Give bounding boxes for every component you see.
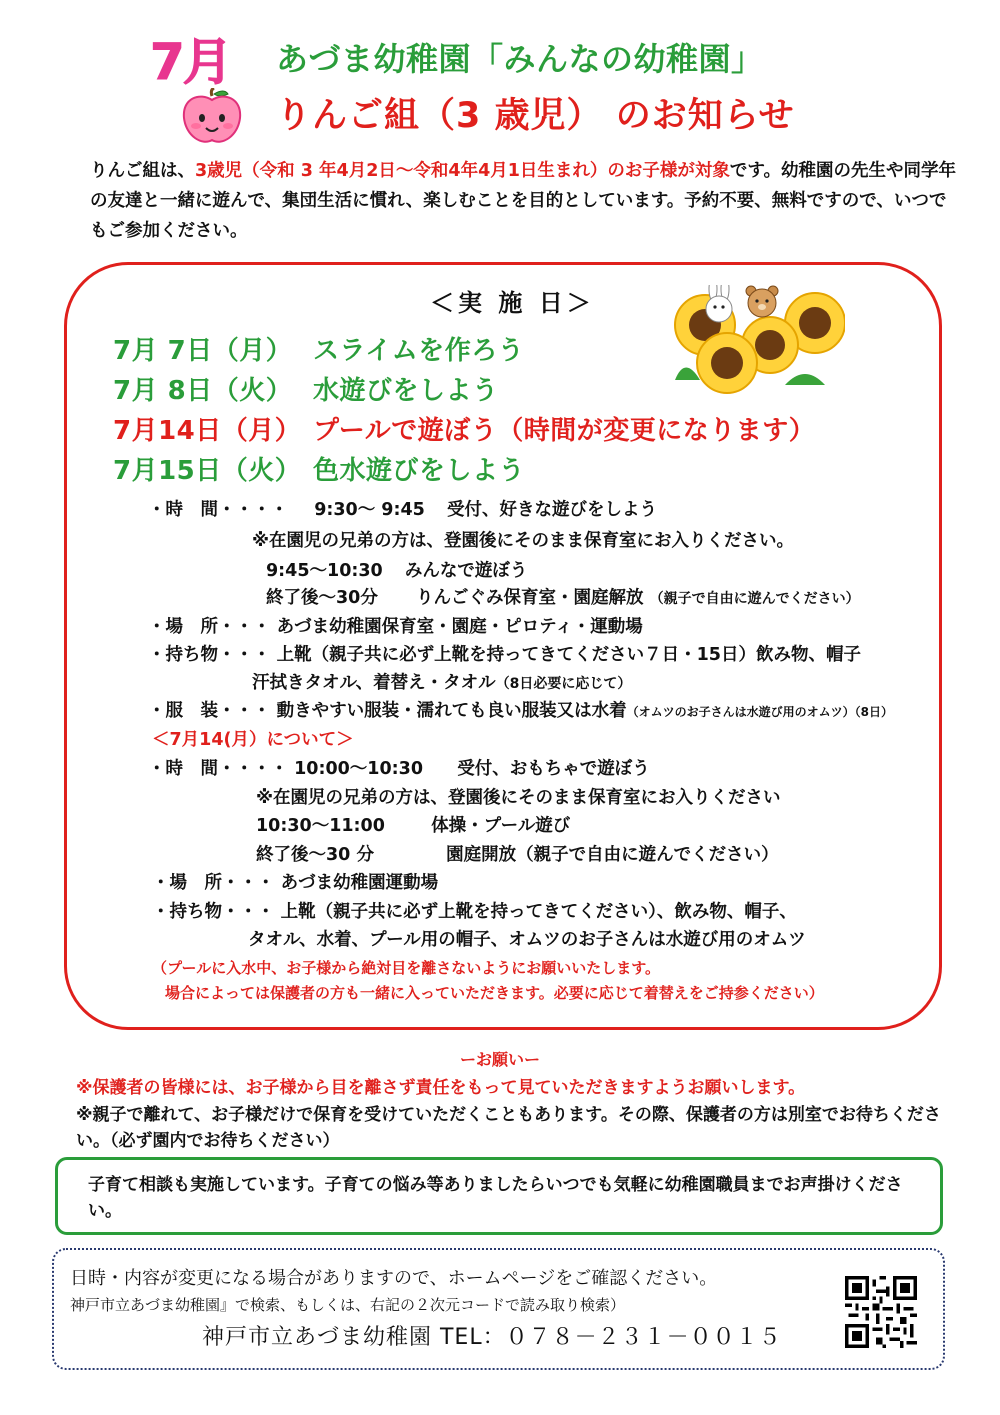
kindergarten-title: あづま幼稚園「みんなの幼稚園」 <box>276 40 764 78</box>
qr-code-icon[interactable] <box>845 1276 917 1348</box>
time3: 終了後～30分 <box>266 588 378 608</box>
request-heading: ーお願いー <box>459 1050 540 1069</box>
time1-desc: 受付、好きな遊びをしよう <box>447 500 658 520</box>
july14-items-label: ・持ち物・・・ <box>152 902 275 922</box>
request-note-1: ※保護者の皆様には、お子様から目を離さず責任をもって見ていただきますようお願いします。 <box>76 1078 806 1098</box>
request-note-2: ※親子で離れて、お子様だけで保育を受けていただくこともあります。その際、保護者の方は別室でお待ちください。（必ず園内でお待ちください） <box>76 1105 941 1151</box>
pool-warning-2: 場合によっては保護者の方も一緒に入っていただきます。必要に応じて着替えをご持参ください） <box>165 984 824 1002</box>
date-row-2 <box>113 370 499 407</box>
activity-1: スライムを作ろう <box>313 336 525 366</box>
footer-contact: 神戸市立あづま幼稚園 TEL：０７８－２３１－００１５ <box>202 1325 782 1350</box>
july14-time2-row <box>256 813 570 839</box>
place-row <box>148 614 643 640</box>
clothes-value: 動きやすい服装・濡れても良い服装又は水着 <box>276 701 627 721</box>
pool-warning-1: （プールに入水中、お子様から絶対目を離さないようにお願いいたします。 <box>152 959 661 977</box>
time2-desc: みんなで遊ぼう <box>404 561 528 581</box>
ringo-class-title: りんご組（3 歳児） のお知らせ <box>276 96 795 136</box>
july14-time-row <box>148 756 650 782</box>
footer-change-notice: 日時・内容が変更になる場合がありますので、ホームページをご確認ください。 <box>70 1268 718 1289</box>
items-label: ・持ち物・・・ <box>148 645 271 665</box>
july14-items1: 上靴（親子共に必ず上靴を持ってきてください）、飲み物、帽子、 <box>280 902 797 922</box>
time1: 9:30～ 9:45 <box>314 500 425 520</box>
date-row-4 <box>113 450 525 487</box>
july14-time2: 10:30～11:00 <box>256 816 385 836</box>
july14-time1-desc: 受付、おもちゃで遊ぼう <box>457 759 650 779</box>
intro-prefix: りんご組は、 <box>90 161 195 181</box>
intro-paragraph <box>90 156 960 246</box>
july14-time3-desc: 園庭開放（親子で自由に遊んでください） <box>446 845 779 865</box>
date-1: 7月 7日（月） <box>113 336 293 366</box>
sunflower-illustration <box>665 285 845 395</box>
july14-place: あづま幼稚園運動場 <box>280 873 439 893</box>
clothes-note: （オムツのお子さんは水遊び用のオムツ）（8日） <box>626 705 893 719</box>
items-row-2 <box>252 670 631 697</box>
consultation-text: 子育て相談も実施しています。子育ての悩み等ありましたらいつでも気軽に幼稚園職員までお声掛けください。 <box>88 1175 903 1221</box>
july14-time-note: ※在園児の兄弟の方は、登園後にそのまま保育室にお入りください <box>256 788 781 808</box>
items-row <box>148 642 861 668</box>
items-value-1: 上靴（親子共に必ず上靴を持ってきてください７日・15日）飲み物、帽子 <box>276 645 861 665</box>
activity-4: 色水遊びをしよう <box>313 456 526 486</box>
july14-time3-row <box>256 842 779 868</box>
time-label: ・時 間・・・・ <box>148 500 288 520</box>
july14-time2-desc: 体操・プール遊び <box>431 816 571 836</box>
date-2: 7月 8日（火） <box>113 376 293 406</box>
date-4: 7月15日（火） <box>113 456 302 486</box>
july14-time-label: ・時 間・・・・ <box>148 759 288 779</box>
time2-row <box>266 558 527 584</box>
july14-heading: ＜7月14(月）について＞ <box>152 730 354 750</box>
items-note: （8日必要に応じて） <box>495 676 632 692</box>
clothes-row <box>148 698 893 725</box>
footer-search-hint: 神戸市立あづま幼稚園』で検索、もしくは、右記の２次元コードで読み取り検索） <box>70 1296 626 1314</box>
time-row <box>148 497 657 523</box>
activity-2: 水遊びをしよう <box>313 376 499 406</box>
apple-icon <box>180 88 244 146</box>
july14-place-row <box>152 870 438 896</box>
schedule-heading: ＜実 施 日＞ <box>430 289 595 317</box>
place-label: ・場 所・・・ <box>148 617 271 637</box>
time3-desc: りんごぐみ保育室・園庭解放 <box>416 588 644 608</box>
place-value: あづま幼稚園保育室・園庭・ピロティ・運動場 <box>276 617 643 637</box>
july14-items2: タオル、水着、プール用の帽子、オムツのお子さんは水遊び用のオムツ <box>248 930 806 950</box>
month-title: 7月 <box>150 33 231 91</box>
time3-row <box>266 585 860 612</box>
date-3: 7月14日（月） <box>113 416 302 446</box>
date-row-1 <box>113 330 524 367</box>
july14-time1: 10:00～10:30 <box>294 759 424 779</box>
activity-3: プールで遊ぼう（時間が変更になります） <box>313 416 816 446</box>
items-value-2: 汗拭きタオル、着替え・タオル <box>252 673 496 693</box>
intro-suffix: です。幼稚園の先生や同学年の友達と一緒に遊んで、集団生活に慣れ、楽しむことを目的としています。予約不要、無料ですので、いつでもご参加ください。 <box>90 161 957 241</box>
date-row-3 <box>113 410 815 447</box>
july14-place-label: ・場 所・・・ <box>152 873 275 893</box>
july14-time3: 終了後～30 分 <box>256 845 374 865</box>
july14-items-row <box>152 899 797 925</box>
time3-note: （親子で自由に遊んでください） <box>649 591 860 607</box>
time2: 9:45～10:30 <box>266 561 383 581</box>
intro-target-age: 3歳児（令和 3 年4月2日～令和4年4月1日生まれ）のお子様が対象 <box>195 161 730 181</box>
time-note: ※在園児の兄弟の方は、登園後にそのまま保育室にお入りください。 <box>252 531 795 551</box>
clothes-label: ・服 装・・・ <box>148 701 271 721</box>
